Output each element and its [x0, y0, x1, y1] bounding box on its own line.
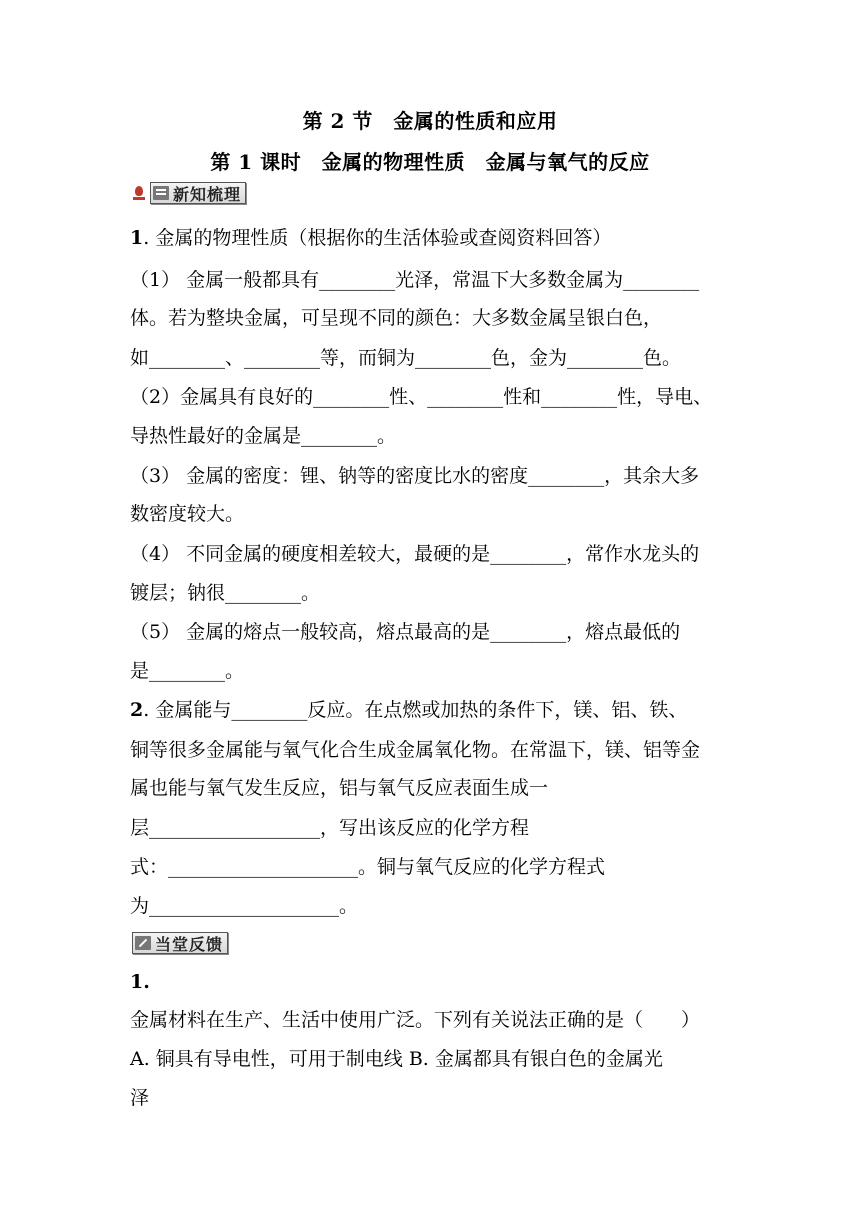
- question-2-line-d: 层__________________，写出该反应的化学方程: [130, 817, 530, 839]
- flame-icon: [132, 185, 146, 201]
- question-text: . 金属的物理性质（根据你的生活体验或查阅资料回答）: [143, 227, 612, 249]
- line-p5a: （5） 金属的熔点一般较高，熔点最高的是________，熔点最低的: [130, 621, 681, 643]
- line-p3b: 数密度较大。: [130, 503, 245, 525]
- lesson-title: 第 1 课时 金属的物理性质 金属与氧气的反应: [210, 150, 650, 174]
- line-p1c: 如________、________等，而铜为________色，金为________色。: [130, 347, 682, 369]
- question-number: 1: [130, 971, 144, 993]
- line-p4b: 镀层；钠很________。: [130, 582, 321, 604]
- line-p3a: （3） 金属的密度：锂、钠等的密度比水的密度________，其余大多: [130, 465, 700, 487]
- line-p2b: 导热性最好的金属是________。: [130, 425, 397, 447]
- question-1-heading: [130, 226, 611, 250]
- question-text: . 金属能与________反应。在点燃或加热的条件下，镁、铝、铁、: [143, 699, 688, 721]
- feedback-badge: [132, 932, 228, 954]
- pen-icon: [135, 936, 151, 950]
- line-p1b: 体。若为整块金属，可呈现不同的颜色：大多数金属呈银白色，: [130, 307, 663, 329]
- line-p1a: （1） 金属一般都具有________光泽，常温下大多数金属为________: [130, 269, 700, 291]
- line-p2a: （2）金属具有良好的________性、________性和________性，导电、: [130, 386, 713, 408]
- question-number: 2: [130, 699, 144, 721]
- feedback-options-line-1: A. 铜具有导电性，可用于制电线 B. 金属都具有银白色的金属光: [130, 1048, 663, 1070]
- question-2-line-f: 为____________________。: [130, 895, 359, 917]
- line-p5b: 是________。: [130, 660, 245, 682]
- question-number: 1: [130, 227, 144, 249]
- feedback-question-number: [130, 970, 150, 994]
- question-2-line-b: 铜等很多金属能与氧气化合生成金属氧化物。在常温下，镁、铝等金: [130, 739, 701, 761]
- feedback-options-line-2: 泽: [130, 1087, 150, 1109]
- section-title: 第 2 节 金属的性质和应用: [302, 109, 558, 133]
- new-knowledge-tag: [132, 182, 246, 204]
- line-p4a: （4） 不同金属的硬度相差较大，最硬的是________，常作水龙头的: [130, 543, 700, 565]
- feedback-tag: [132, 932, 228, 954]
- question-2-line-e: 式：____________________。铜与氧气反应的化学方程式: [130, 856, 606, 878]
- new-knowledge-label: 新知梳理: [173, 184, 242, 204]
- question-dot: .: [143, 971, 150, 993]
- notes-icon: [153, 186, 169, 200]
- question-2-line-a: [130, 698, 687, 722]
- feedback-label: 当堂反馈: [155, 934, 224, 954]
- question-2-line-c: 属也能与氧气发生反应，铝与氧气反应表面生成一: [130, 777, 549, 799]
- feedback-question-stem: 金属材料在生产、生活中使用广泛。下列有关说法正确的是（ ）: [130, 1009, 701, 1031]
- new-knowledge-badge: [150, 182, 246, 204]
